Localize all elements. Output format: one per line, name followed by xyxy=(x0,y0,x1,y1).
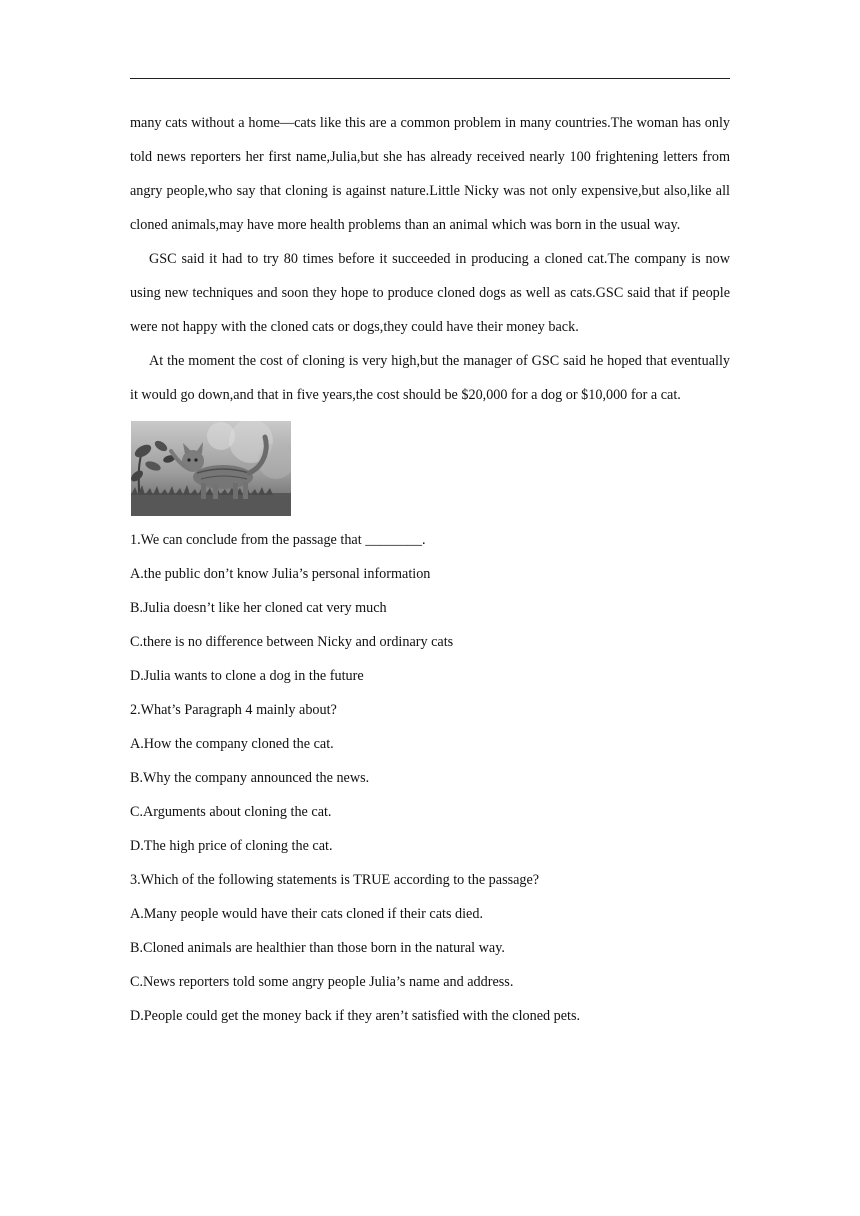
answer-option: B.Cloned animals are healthier than those born in the natural way. xyxy=(130,940,505,956)
header-rule xyxy=(130,78,730,79)
answer-option: B.Why the company announced the news. xyxy=(130,770,370,786)
question-stem: 3.Which of the following statements is TRUE according to the passage? xyxy=(130,872,540,888)
answer-option: D.The high price of cloning the cat. xyxy=(130,838,333,854)
paragraph: many cats without a home—cats like this are a common problem in many countries.The woman has only told news reporters her first name,Julia,but she has already received nearly 100 frightening letters from angry people,who say that cloning is against nature.Little Nicky was not only expensive,but also,like all cloned animals,may have more health problems than an animal which was born in the usual way. xyxy=(130,115,730,233)
answer-option: A.Many people would have their cats cloned if their cats died. xyxy=(130,906,483,922)
question-stem: 1.We can conclude from the passage that ________. xyxy=(130,532,426,548)
answer-option: C.there is no difference between Nicky and ordinary cats xyxy=(130,634,454,650)
passage xyxy=(130,106,730,412)
paragraph: GSC said it had to try 80 times before it succeeded in producing a cloned cat.The company is now using new techniques and soon they hope to produce cloned dogs as well as cats.GSC said that if people were not happy with the cloned cats or dogs,they could have their money back. xyxy=(130,251,730,335)
document-body xyxy=(130,106,730,1033)
question-list xyxy=(130,523,730,1033)
answer-option: D.People could get the money back if they aren’t satisfied with the cloned pets. xyxy=(130,1008,581,1024)
answer-option: D.Julia wants to clone a dog in the future xyxy=(130,668,364,684)
answer-option: B.Julia doesn’t like her cloned cat very much xyxy=(130,600,387,616)
answer-option: A.How the company cloned the cat. xyxy=(130,736,334,752)
question-stem: 2.What’s Paragraph 4 mainly about? xyxy=(130,702,337,718)
answer-option: C.News reporters told some angry people Julia’s name and address. xyxy=(130,974,514,990)
answer-option: A.the public don’t know Julia’s personal information xyxy=(130,566,431,582)
paragraph: At the moment the cost of cloning is very high,but the manager of GSC said he hoped that eventually it would go down,and that in five years,the cost should be $20,000 for a dog or $10,000 for a cat. xyxy=(130,353,730,403)
answer-option: C.Arguments about cloning the cat. xyxy=(130,804,332,820)
cat-photo-icon xyxy=(131,421,291,516)
